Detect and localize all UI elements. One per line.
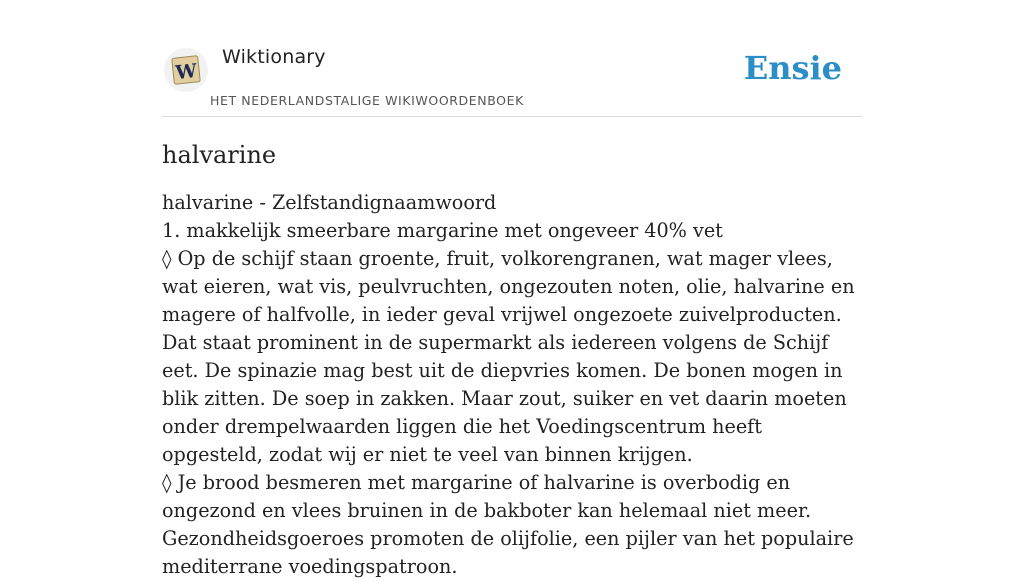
- site-header: [162, 0, 862, 117]
- page-title: halvarine: [162, 141, 277, 169]
- headword: halvarine: [162, 191, 254, 214]
- definition: 1. makkelijk smeerbare margarine met ongeveer 40% vet: [162, 219, 723, 242]
- ensie-brand-link[interactable]: Ensie: [743, 49, 842, 87]
- dictionary-entry: [162, 189, 862, 581]
- site-name[interactable]: Wiktionary: [222, 46, 326, 68]
- wiktionary-logo-icon[interactable]: [164, 48, 208, 92]
- part-of-speech: Zelfstandignaamwoord: [271, 191, 497, 214]
- page: [162, 0, 862, 581]
- headword-line: [162, 189, 862, 217]
- separator: -: [259, 191, 266, 214]
- logo-letter: W: [174, 59, 198, 85]
- site-tagline: HET NEDERLANDSTALIGE WIKIWOORDENBOEK: [210, 93, 524, 108]
- example-2: ◊ Je brood besmeren met margarine of halvarine is overbodig en ongezond en vlees bruinen in de bakboter kan helemaal niet meer. Gezondheidsgoeroes promoten de olijfolie, een pijler van het populaire mediterrane voedingspatroon.: [162, 471, 854, 578]
- example-1: ◊ Op de schijf staan groente, fruit, volkorengranen, wat mager vlees, wat eieren, wat vis, peulvruchten, ongezouten noten, olie, halvarine en magere of halfvolle, in ieder geval vrijwel ongezoete zuivelproducten. Dat staat prominent in de supermarkt als iedereen volgens de Schijf eet. De spinazie mag best uit de diepvries komen. De bonen mogen in blik zitten. De soep in zakken. Maar zout, suiker en vet daarin moeten onder drempelwaarden liggen die het Voedingscentrum heeft opgesteld, zodat wij er niet te veel van binnen krijgen.: [162, 247, 855, 466]
